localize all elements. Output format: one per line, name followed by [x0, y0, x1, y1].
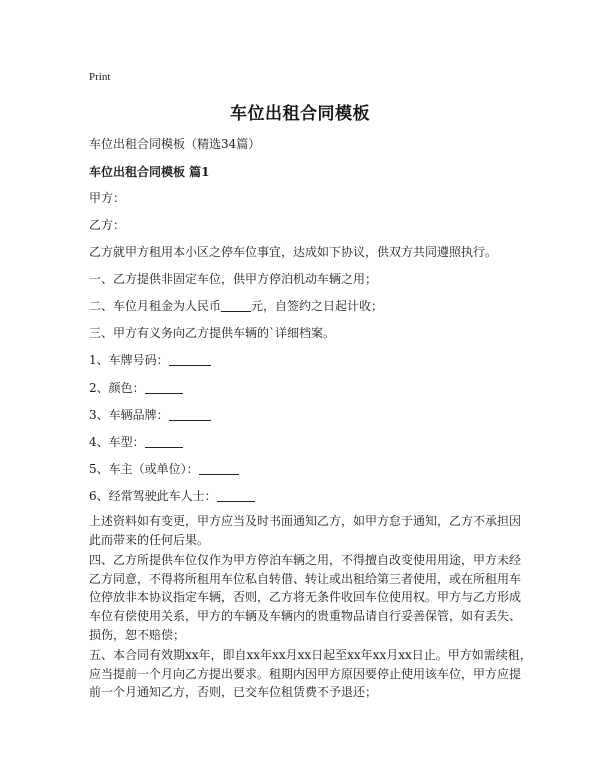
item-blank [169, 353, 211, 366]
paragraph-line: 四、乙方所提供车位仅作为甲方停泊车辆之用，不得擅自改变使用用途，甲方未经 [89, 553, 522, 567]
item-blank [199, 462, 239, 475]
paragraph-line: 应当提前一个月向乙方提出要求。租期内因甲方原因要停止使用该车位，甲方应提 [89, 666, 522, 681]
clause-2-text-after: 元，自签约之日起计收； [251, 299, 384, 313]
item-plate-number [89, 351, 211, 368]
paragraph-line: 位停放非本协议指定车辆，否则，乙方将无条件收回车位使用权。甲方与乙方形成 [89, 590, 522, 605]
paragraph-line: 损伤，恕不赔偿； [89, 627, 186, 642]
item-blank [145, 381, 183, 394]
item-blank [217, 489, 255, 502]
rent-amount-blank [221, 299, 251, 312]
section-heading: 车位出租合同模板 篇1 [89, 165, 210, 179]
paragraph-line: 此而带来的任何后果。 [89, 532, 210, 547]
item-label: 1、车牌号码： [89, 353, 169, 367]
item-blank [145, 435, 183, 448]
item-brand [89, 406, 211, 423]
item-label: 6、经常驾驶此车人士： [89, 489, 217, 503]
item-driver [89, 487, 255, 504]
party-b-line: 乙方： [89, 218, 126, 232]
paragraph-line: 车位有偿使用关系，甲方的车辆及车辆内的贵重物品请自行妥善保管，如有丢失、 [89, 609, 522, 624]
item-label: 2、颜色： [89, 381, 145, 395]
intro-paragraph: 乙方就甲方租用本小区之停车位事宜，达成如下协议，供双方共同遵照执行。 [89, 245, 498, 259]
clause-5 [89, 646, 532, 702]
document-subtitle: 车位出租合同模板（精选34篇） [89, 137, 261, 151]
item-blank [169, 408, 211, 421]
item-color [89, 379, 183, 396]
clause-2-text-before: 二、车位月租金为人民币 [89, 299, 222, 313]
paragraph-line: 上述资料如有变更，甲方应当及时书面通知乙方，如甲方怠于通知，乙方不承担因 [89, 514, 522, 528]
paragraph-line: 五、本合同有效期xx年，即自xx年xx月xx日起至xx年xx月xx日止。甲方如需续租， [89, 648, 532, 662]
item-label: 4、车型： [89, 435, 145, 449]
clause-2 [89, 297, 383, 314]
clause-4 [89, 551, 522, 645]
paragraph-line: 前一个月通知乙方，否则，已交车位租赁费不予退还； [89, 685, 378, 700]
change-notice-paragraph [89, 512, 522, 549]
paragraph-line: 乙方同意，不得将所租用车位私自转借、转让或出租给第三者使用，或在所租用车 [89, 571, 522, 586]
item-label: 3、车辆品牌： [89, 408, 169, 422]
clause-1: 一、乙方提供非固定车位，供甲方停泊机动车辆之用； [89, 272, 378, 286]
party-a-line: 甲方： [89, 191, 126, 205]
print-label[interactable]: Print [89, 71, 111, 83]
item-model [89, 433, 183, 450]
clause-3: 三、甲方有义务向乙方提供车辆的`详细档案。 [89, 326, 336, 340]
item-label: 5、车主（或单位）： [89, 462, 199, 476]
item-owner [89, 460, 239, 477]
document-title: 车位出租合同模板 [230, 104, 370, 124]
